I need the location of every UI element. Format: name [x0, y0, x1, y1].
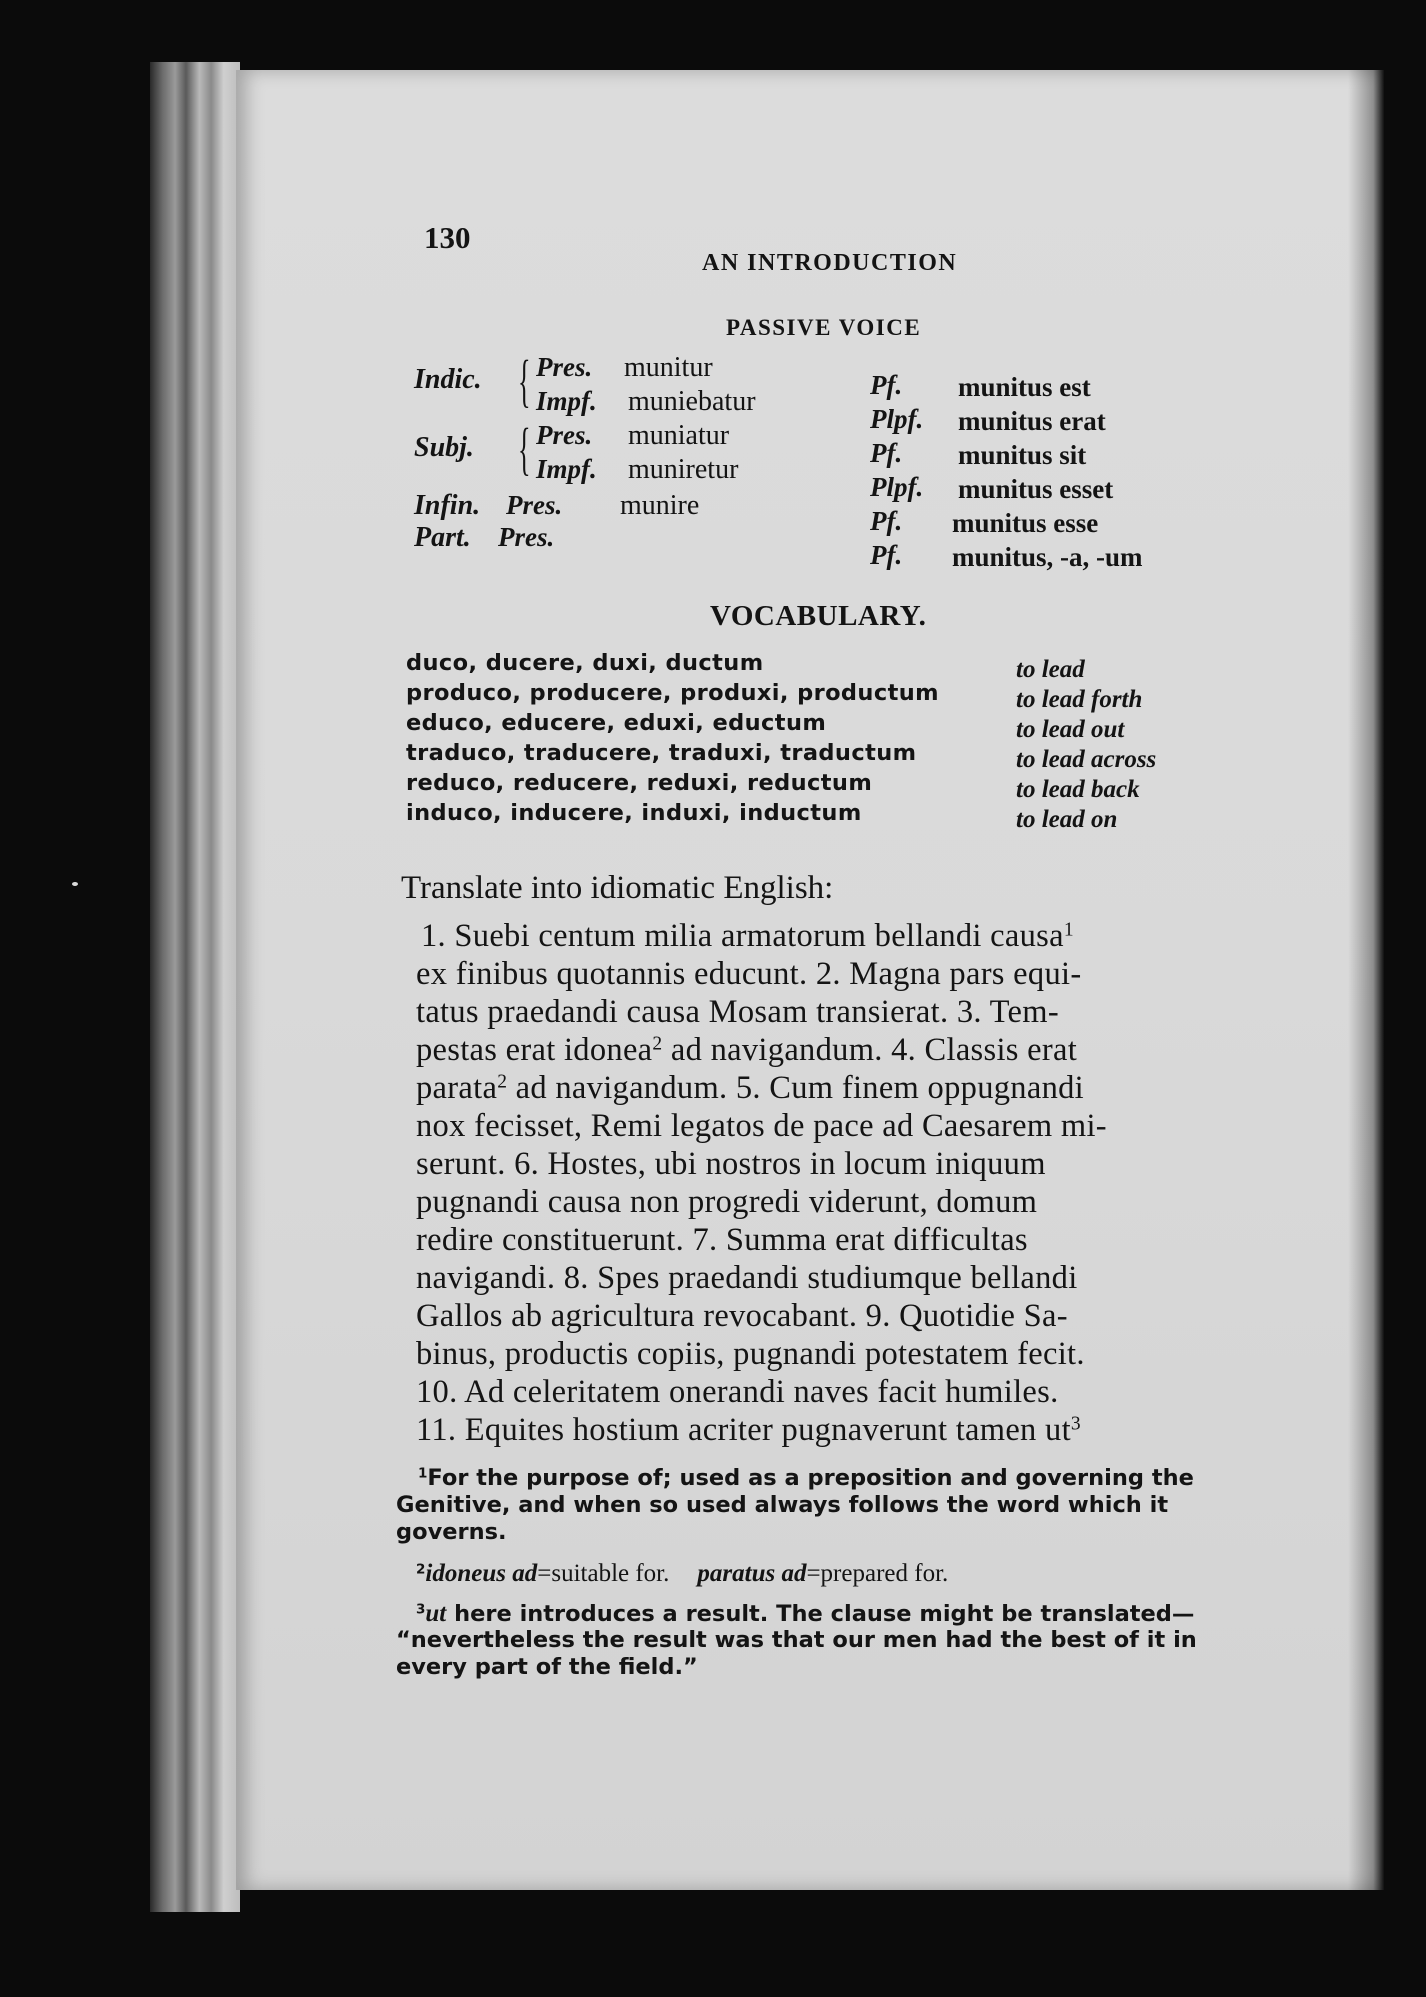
exercise-line: pugnandi causa non progredi viderunt, domum — [416, 1184, 1038, 1220]
verb-form: munitus esset — [958, 474, 1114, 504]
verb-form: munitur — [624, 352, 713, 383]
tense-label: Impf. — [536, 454, 597, 484]
exercise-line: ex finibus quotannis educunt. 2. Magna pars equi- — [416, 956, 1082, 992]
book-page-edges — [150, 62, 240, 1912]
vocab-latin: traduco, traducere, traduxi, traductum — [406, 740, 917, 766]
vocab-english: to lead across — [1016, 746, 1157, 773]
page-gutter-shadow — [1348, 70, 1384, 1890]
vocab-english: to lead — [1016, 656, 1085, 683]
verb-form: munitus erat — [958, 406, 1106, 436]
exercise-line: navigandi. 8. Spes praedandi studiumque bellandi — [416, 1260, 1078, 1296]
exercise-line: 10. Ad celeritatem onerandi naves facit humiles. — [416, 1374, 1059, 1410]
vocab-english: to lead back — [1016, 776, 1140, 803]
mood-label: Infin. — [414, 490, 481, 521]
verb-form: munitus est — [958, 372, 1091, 402]
tense-label: Plpf. — [870, 404, 924, 434]
book-page — [236, 70, 1384, 1890]
verb-form: munire — [620, 490, 700, 521]
exercise-line: serunt. 6. Hostes, ubi nostros in locum iniquum — [416, 1146, 1046, 1182]
tense-label: Pres. — [506, 490, 563, 520]
verb-form: munitus sit — [958, 440, 1087, 470]
exercise-line: 1. Suebi centum milia armatorum bellandi causa$^1$ — [421, 918, 1074, 954]
verb-form: munitus, -a, -um — [952, 542, 1143, 572]
verb-form: muniatur — [628, 420, 730, 451]
tense-label: Pf. — [870, 370, 903, 400]
tense-label: Pres. — [536, 352, 593, 382]
exercise-line: binus, productis copiis, pugnandi potestatem fecit. — [416, 1336, 1085, 1372]
vocab-latin: educo, educere, eduxi, eductum — [406, 710, 827, 736]
page-number: 130 — [424, 220, 471, 255]
brace-glyph: { — [518, 416, 531, 481]
running-head: AN INTRODUCTION — [702, 250, 958, 276]
exercise-line: tatus praedandi causa Mosam transierat. 3. Tem- — [416, 994, 1059, 1030]
vocab-latin: reduco, reducere, reduxi, reductum — [406, 770, 873, 796]
footnote-1-line: $^1$For the purpose of; used as a preposition and governing the — [418, 1465, 1194, 1491]
vocab-english: to lead out — [1016, 716, 1125, 743]
tense-label: Pf. — [870, 506, 903, 536]
tense-label: Impf. — [536, 386, 597, 416]
footnote-3-line: “nevertheless the result was that our men had the best of it in — [396, 1627, 1197, 1653]
exercise-line: pestas erat idonea$^2$ ad navigandum. 4. Classis erat — [416, 1032, 1078, 1068]
tense-label: Pres. — [498, 522, 555, 552]
tense-label: Pf. — [870, 438, 903, 468]
tense-label: Pf. — [870, 540, 903, 570]
mood-label: Part. — [414, 522, 471, 553]
footnote-1-line: Genitive, and when so used always follows the word which it — [396, 1492, 1169, 1518]
mood-label: Indic. — [414, 364, 482, 395]
vocab-english: to lead forth — [1016, 686, 1143, 713]
section-title: PASSIVE VOICE — [726, 315, 922, 340]
exercise-line: redire constituerunt. 7. Summa erat difficultas — [416, 1222, 1028, 1258]
exercise-line: parata$^2$ ad navigandum. 5. Cum finem oppugnandi — [416, 1070, 1085, 1106]
exercise-instruction: Translate into idiomatic English: — [401, 870, 834, 906]
footnote-3-line: every part of the field.” — [396, 1654, 698, 1680]
footnote-2: $^2$idoneus ad=suitable for. paratus ad=prepared for. — [416, 1560, 949, 1587]
verb-form: munitus esse — [952, 508, 1099, 538]
footnote-1-line: governs. — [396, 1519, 507, 1545]
vocab-latin: duco, ducere, duxi, ductum — [406, 650, 764, 676]
vocab-english: to lead on — [1016, 806, 1118, 833]
brace-glyph: { — [518, 348, 531, 413]
verb-form: muniebatur — [628, 386, 756, 417]
dust-speck — [72, 882, 78, 886]
exercise-line: Gallos ab agricultura revocabant. 9. Quotidie Sa- — [416, 1298, 1068, 1334]
verb-form: muniretur — [628, 454, 739, 485]
mood-label: Subj. — [414, 432, 474, 463]
tense-label: Pres. — [536, 420, 593, 450]
footnote-3-line: $^3$ut here introduces a result. The clause might be translated— — [416, 1600, 1195, 1627]
exercise-line: nox fecisset, Remi legatos de pace ad Caesarem mi- — [416, 1108, 1107, 1144]
tense-label: Plpf. — [870, 472, 924, 502]
vocabulary-title: VOCABULARY. — [710, 600, 927, 632]
exercise-line: 11. Equites hostium acriter pugnaverunt tamen $ut^3$ — [416, 1412, 1081, 1448]
vocab-latin: produco, producere, produxi, productum — [406, 680, 940, 706]
vocab-latin: induco, inducere, induxi, inductum — [406, 800, 862, 826]
